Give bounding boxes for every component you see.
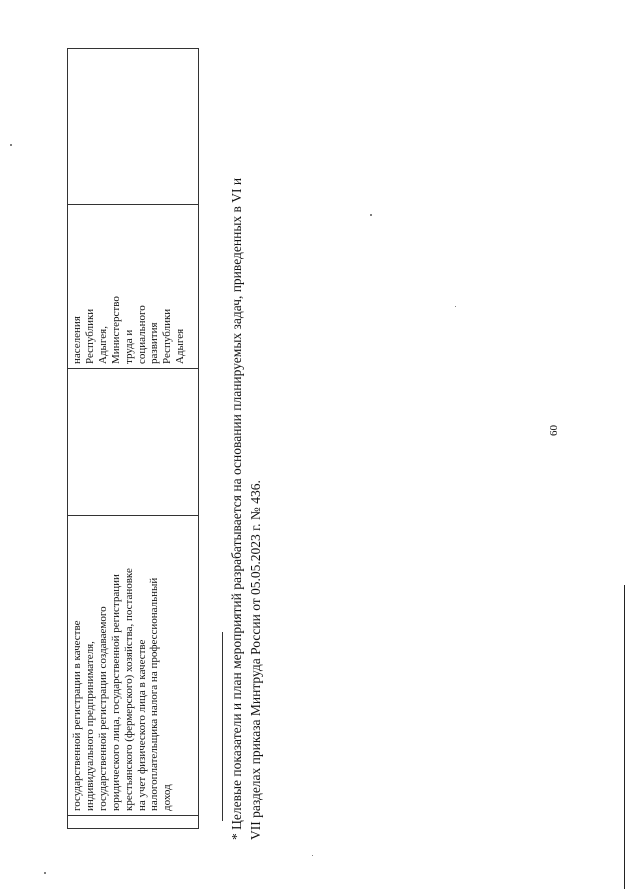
table-row bbox=[68, 49, 199, 829]
description-line: индивидуального предпринимателя, bbox=[83, 641, 96, 811]
scan-edge-line bbox=[624, 585, 625, 889]
table-cell-description bbox=[68, 516, 199, 816]
table-cell-deadline bbox=[68, 369, 199, 516]
description-line: государственной регистрации в качестве bbox=[71, 620, 83, 811]
table-cell-number bbox=[68, 816, 199, 829]
table-cell-responsible bbox=[68, 205, 199, 369]
measures-table bbox=[67, 54, 199, 829]
description-line: налогоплательщика налога на профессиональный bbox=[148, 577, 161, 811]
scan-speck bbox=[44, 872, 46, 874]
responsible-line: труда и bbox=[122, 329, 135, 364]
responsible-line: Министерство bbox=[109, 296, 122, 364]
scan-speck bbox=[312, 855, 313, 856]
responsible-line: Республики bbox=[83, 308, 96, 364]
description-line: крестьянского (фермерского) хозяйства, постановке bbox=[122, 568, 135, 811]
footnote-line-2: VII разделах приказа Минтруда России от 05.05.2023 г. № 436. bbox=[248, 480, 263, 840]
responsible-line: населения bbox=[71, 316, 83, 364]
responsible-line: Адыгея bbox=[174, 328, 187, 364]
footnote-separator bbox=[222, 632, 223, 821]
table-cell-notes bbox=[68, 49, 199, 205]
responsible-line: развития bbox=[148, 322, 161, 364]
description-line: на учет физического лица в качестве bbox=[135, 639, 148, 811]
scan-speck bbox=[10, 144, 12, 146]
description-line: доход bbox=[161, 784, 174, 811]
scan-speck bbox=[455, 306, 456, 307]
scan-speck bbox=[370, 214, 372, 216]
responsible-line: Республики bbox=[161, 308, 174, 364]
responsible-line: социального bbox=[135, 305, 148, 364]
footnote-line-1: * Целевые показатели и план мероприятий разрабатывается на основании планируемых задач, приведенных в VI и bbox=[229, 177, 244, 840]
description-line: государственной регистрации создаваемого bbox=[96, 606, 109, 811]
footnote bbox=[227, 40, 265, 840]
page-number: 60 bbox=[548, 425, 560, 436]
description-line: юридического лица, государственной регистрации bbox=[109, 574, 122, 811]
responsible-line: Адыгея, bbox=[96, 326, 109, 364]
